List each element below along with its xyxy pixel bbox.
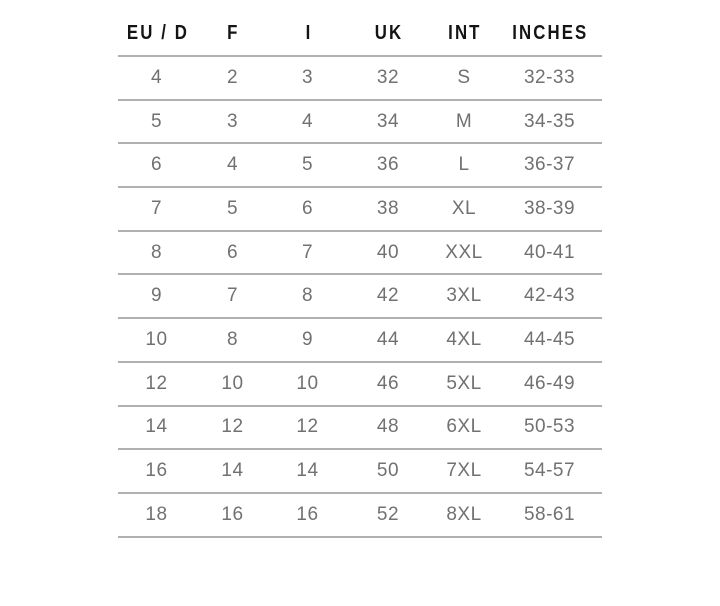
table-cell: 5 (270, 143, 345, 187)
table-row (118, 362, 602, 406)
table-cell: XL (431, 187, 497, 231)
table-cell: 46 (345, 362, 431, 406)
table-row (118, 56, 602, 100)
table-cell: 8XL (431, 493, 497, 537)
table-row (118, 143, 602, 187)
table-cell: 6 (195, 231, 270, 275)
table-cell: 48 (345, 406, 431, 450)
table-cell: 14 (195, 449, 270, 493)
table-cell: 44-45 (497, 318, 602, 362)
table-cell: 8 (118, 231, 195, 275)
table-cell: XXL (431, 231, 497, 275)
table-cell: 10 (118, 318, 195, 362)
table-cell: 3 (195, 100, 270, 144)
table-row (118, 318, 602, 362)
table-row (118, 187, 602, 231)
header-cell-label: I (305, 22, 313, 44)
header-cell (270, 0, 345, 56)
header-cell (345, 0, 431, 56)
table-cell: 4 (118, 56, 195, 100)
table-cell: 6 (118, 143, 195, 187)
table-cell: 16 (195, 493, 270, 537)
table-cell: 32 (345, 56, 431, 100)
table-cell: 16 (118, 449, 195, 493)
table-cell: 7XL (431, 449, 497, 493)
table-cell: 40-41 (497, 231, 602, 275)
table-cell: 2 (195, 56, 270, 100)
table-cell: 3XL (431, 274, 497, 318)
header-cell (431, 0, 497, 56)
table-cell: 7 (118, 187, 195, 231)
table-cell: 36 (345, 143, 431, 187)
table-cell: 38-39 (497, 187, 602, 231)
table-cell: 50 (345, 449, 431, 493)
table-row (118, 100, 602, 144)
table-cell: M (431, 100, 497, 144)
table-cell: 9 (118, 274, 195, 318)
table-cell: 3 (270, 56, 345, 100)
table-cell: 38 (345, 187, 431, 231)
table-cell: 6XL (431, 406, 497, 450)
table-cell: L (431, 143, 497, 187)
table-cell: 9 (270, 318, 345, 362)
table-cell: 32-33 (497, 56, 602, 100)
table-header (118, 0, 602, 56)
header-cell-label: UK (375, 22, 404, 44)
table-row (118, 493, 602, 537)
table-cell: 42-43 (497, 274, 602, 318)
table-cell: 18 (118, 493, 195, 537)
table-cell: 34 (345, 100, 431, 144)
table-row (118, 274, 602, 318)
table-cell: 42 (345, 274, 431, 318)
table-cell: 40 (345, 231, 431, 275)
header-cell (497, 0, 602, 56)
table-row (118, 406, 602, 450)
header-cell-label: F (227, 22, 240, 44)
header-cell (118, 0, 195, 56)
table-cell: 16 (270, 493, 345, 537)
table-cell: 54-57 (497, 449, 602, 493)
table-cell: 44 (345, 318, 431, 362)
header-row (118, 0, 602, 56)
table-row (118, 231, 602, 275)
table-cell: 6 (270, 187, 345, 231)
table-cell: 8 (195, 318, 270, 362)
table-cell: 5 (195, 187, 270, 231)
table-cell: 8 (270, 274, 345, 318)
table-cell: 14 (118, 406, 195, 450)
table-cell: 4 (270, 100, 345, 144)
header-cell-label: EU / D (126, 22, 189, 44)
table-cell: 12 (270, 406, 345, 450)
size-conversion-table-container (118, 0, 602, 538)
table-cell: S (431, 56, 497, 100)
table-cell: 58-61 (497, 493, 602, 537)
table-cell: 5XL (431, 362, 497, 406)
header-cell (195, 0, 270, 56)
table-body (118, 56, 602, 537)
header-cell-label: INT (448, 22, 482, 44)
table-cell: 46-49 (497, 362, 602, 406)
table-cell: 34-35 (497, 100, 602, 144)
table-cell: 10 (270, 362, 345, 406)
table-cell: 52 (345, 493, 431, 537)
table-cell: 7 (270, 231, 345, 275)
table-row (118, 449, 602, 493)
table-cell: 36-37 (497, 143, 602, 187)
table-cell: 14 (270, 449, 345, 493)
table-cell: 4 (195, 143, 270, 187)
table-cell: 12 (195, 406, 270, 450)
header-cell-label: INCHES (512, 22, 589, 44)
table-cell: 10 (195, 362, 270, 406)
table-cell: 4XL (431, 318, 497, 362)
table-cell: 50-53 (497, 406, 602, 450)
size-conversion-table (118, 0, 602, 538)
table-cell: 7 (195, 274, 270, 318)
table-cell: 5 (118, 100, 195, 144)
table-cell: 12 (118, 362, 195, 406)
